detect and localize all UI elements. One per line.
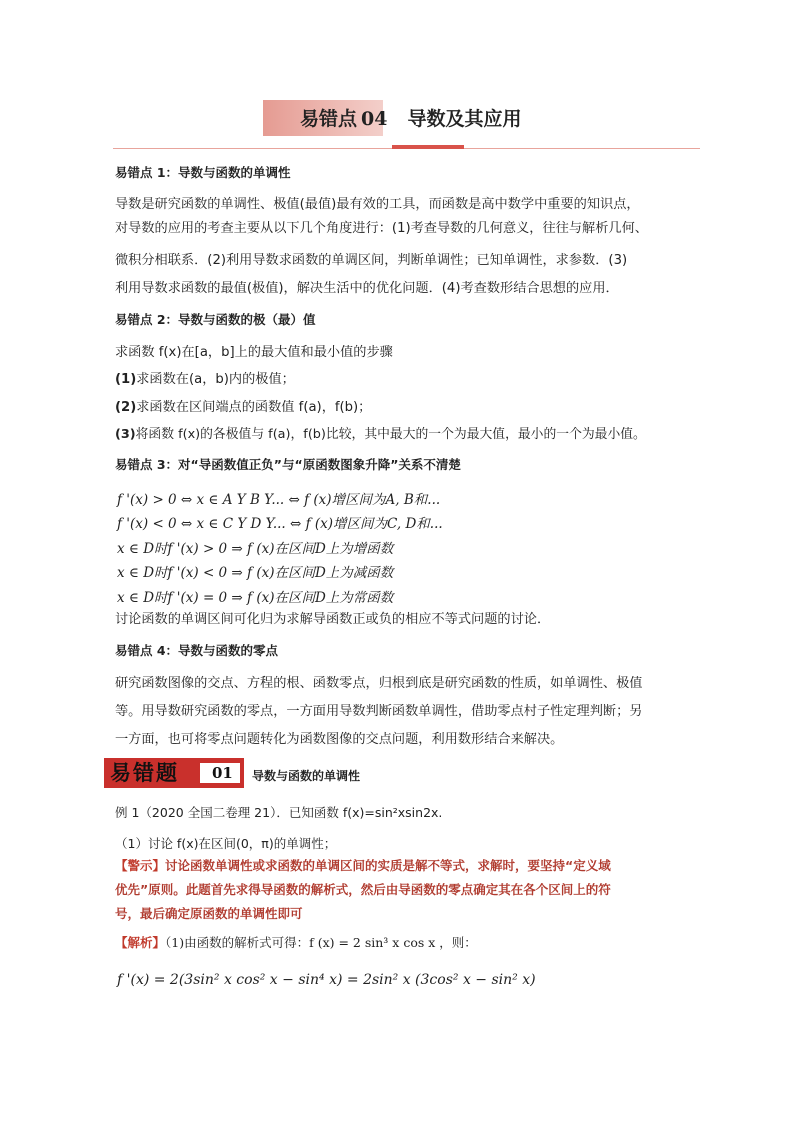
section4-line-3: 一方面，也可将零点问题转化为函数图像的交点问题，利用数形结合来解决。	[115, 732, 564, 747]
solution-tag: 【解析】	[115, 935, 166, 950]
section1-line-4: 利用导数求函数的最值(极值)，解决生活中的优化问题．(4)考查数形结合思想的应用．	[115, 281, 619, 296]
solution-formula: f '(x) = 2(3sin² x cos² x − sin⁴ x) = 2sin² x (3cos² x − sin² x)	[117, 972, 536, 988]
solution-line	[115, 933, 477, 951]
example-intro: 例 1（2020 全国二卷理 21）．已知函数 f(x)=sin²xsin2x.	[115, 805, 443, 820]
header-number: 04	[361, 108, 388, 130]
header-title: 导数及其应用	[407, 108, 522, 130]
warning-tag: 【警示】	[115, 858, 166, 873]
formula-4: x ∈ D时f '(x) < 0 ⇒ f (x)在区间D上为减函数	[117, 565, 394, 581]
step-number: (3)	[115, 427, 136, 442]
section1-line-1: 导数是研究函数的单调性、极值(最值)最有效的工具，而函数是高中数学中重要的知识点，	[115, 197, 640, 212]
header-label: 易错点	[300, 108, 358, 130]
banner-title: 导数与函数的单调性	[252, 769, 361, 783]
formula-3: x ∈ D时f '(x) > 0 ⇒ f (x)在区间D上为增函数	[117, 541, 394, 557]
step-number: (1)	[115, 372, 137, 387]
warning-line-1	[115, 856, 611, 874]
section3-note: 讨论函数的单调区间可化归为求解导函数正或负的相应不等式问题的讨论．	[115, 612, 551, 627]
formula-5: x ∈ D时f '(x) = 0 ⇒ f (x)在区间D上为常函数	[117, 590, 394, 606]
section1-line-2: 对导数的应用的考查主要从以下几个角度进行：(1)考查导数的几何意义，往往与解析几何、	[115, 221, 648, 236]
warning-text: 讨论函数单调性或求函数的单调区间的实质是解不等式，求解时，要坚持“定义域	[165, 858, 611, 873]
solution-text: （1)由函数的解析式可得：f (x) = 2 sin³ x cos x ，则：	[165, 935, 477, 950]
section2-heading: 易错点 2：导数与函数的极（最）值	[115, 312, 316, 327]
step-text: 将函数 f(x)的各极值与 f(a)，f(b)比较，其中最大的一个为最大值，最小的一个为最小值。	[135, 427, 646, 442]
section4-line-2: 等。用导数研究函数的零点，一方面用导数判断函数单调性，借助零点村子性定理判断；另	[115, 704, 643, 719]
section3-heading: 易错点 3：对“导函数值正负”与“原函数图象升降”关系不清楚	[115, 457, 461, 472]
section2-intro: 求函数 f(x)在[a，b]上的最大值和最小值的步骤	[115, 345, 393, 360]
formula-2: f '(x) < 0 ⇔ x ∈ C Y D Y... ⇔ f (x)增区间为C, D和...	[117, 516, 443, 532]
example-question-1: （1）讨论 f(x)在区间(0，π)的单调性；	[115, 836, 337, 851]
banner-number: 01	[212, 764, 233, 782]
section2-step-2	[115, 396, 371, 415]
warning-line-3: 号，最后确定原函数的单调性即可	[115, 906, 303, 921]
section2-step-3	[115, 423, 646, 442]
section4-heading: 易错点 4：导数与函数的零点	[115, 643, 279, 658]
step-text: 求函数在区间端点的函数值 f(a)，f(b)；	[136, 400, 372, 415]
step-text: 求函数在(a，b)内的极值；	[136, 372, 295, 387]
section4-line-1: 研究函数图像的交点、方程的根、函数零点，归根到底是研究函数的性质，如单调性、极值	[115, 676, 643, 691]
banner-label: 易错题	[110, 760, 179, 785]
section2-step-1	[115, 368, 295, 387]
page-title	[300, 104, 521, 131]
section1-heading: 易错点 1：导数与函数的单调性	[115, 165, 291, 180]
section1-line-3: 微积分相联系．(2)利用导数求函数的单调区间，判断单调性；已知单调性，求参数．(3)	[115, 253, 628, 268]
formula-1: f '(x) > 0 ⇔ x ∈ A Y B Y... ⇔ f (x)增区间为A, B和...	[117, 492, 441, 508]
header-accent-bar	[392, 145, 464, 149]
warning-line-2: 优先”原则。此题首先求得导函数的解析式，然后由导函数的零点确定其在各个区间上的符	[115, 882, 611, 897]
step-number: (2)	[115, 400, 137, 415]
